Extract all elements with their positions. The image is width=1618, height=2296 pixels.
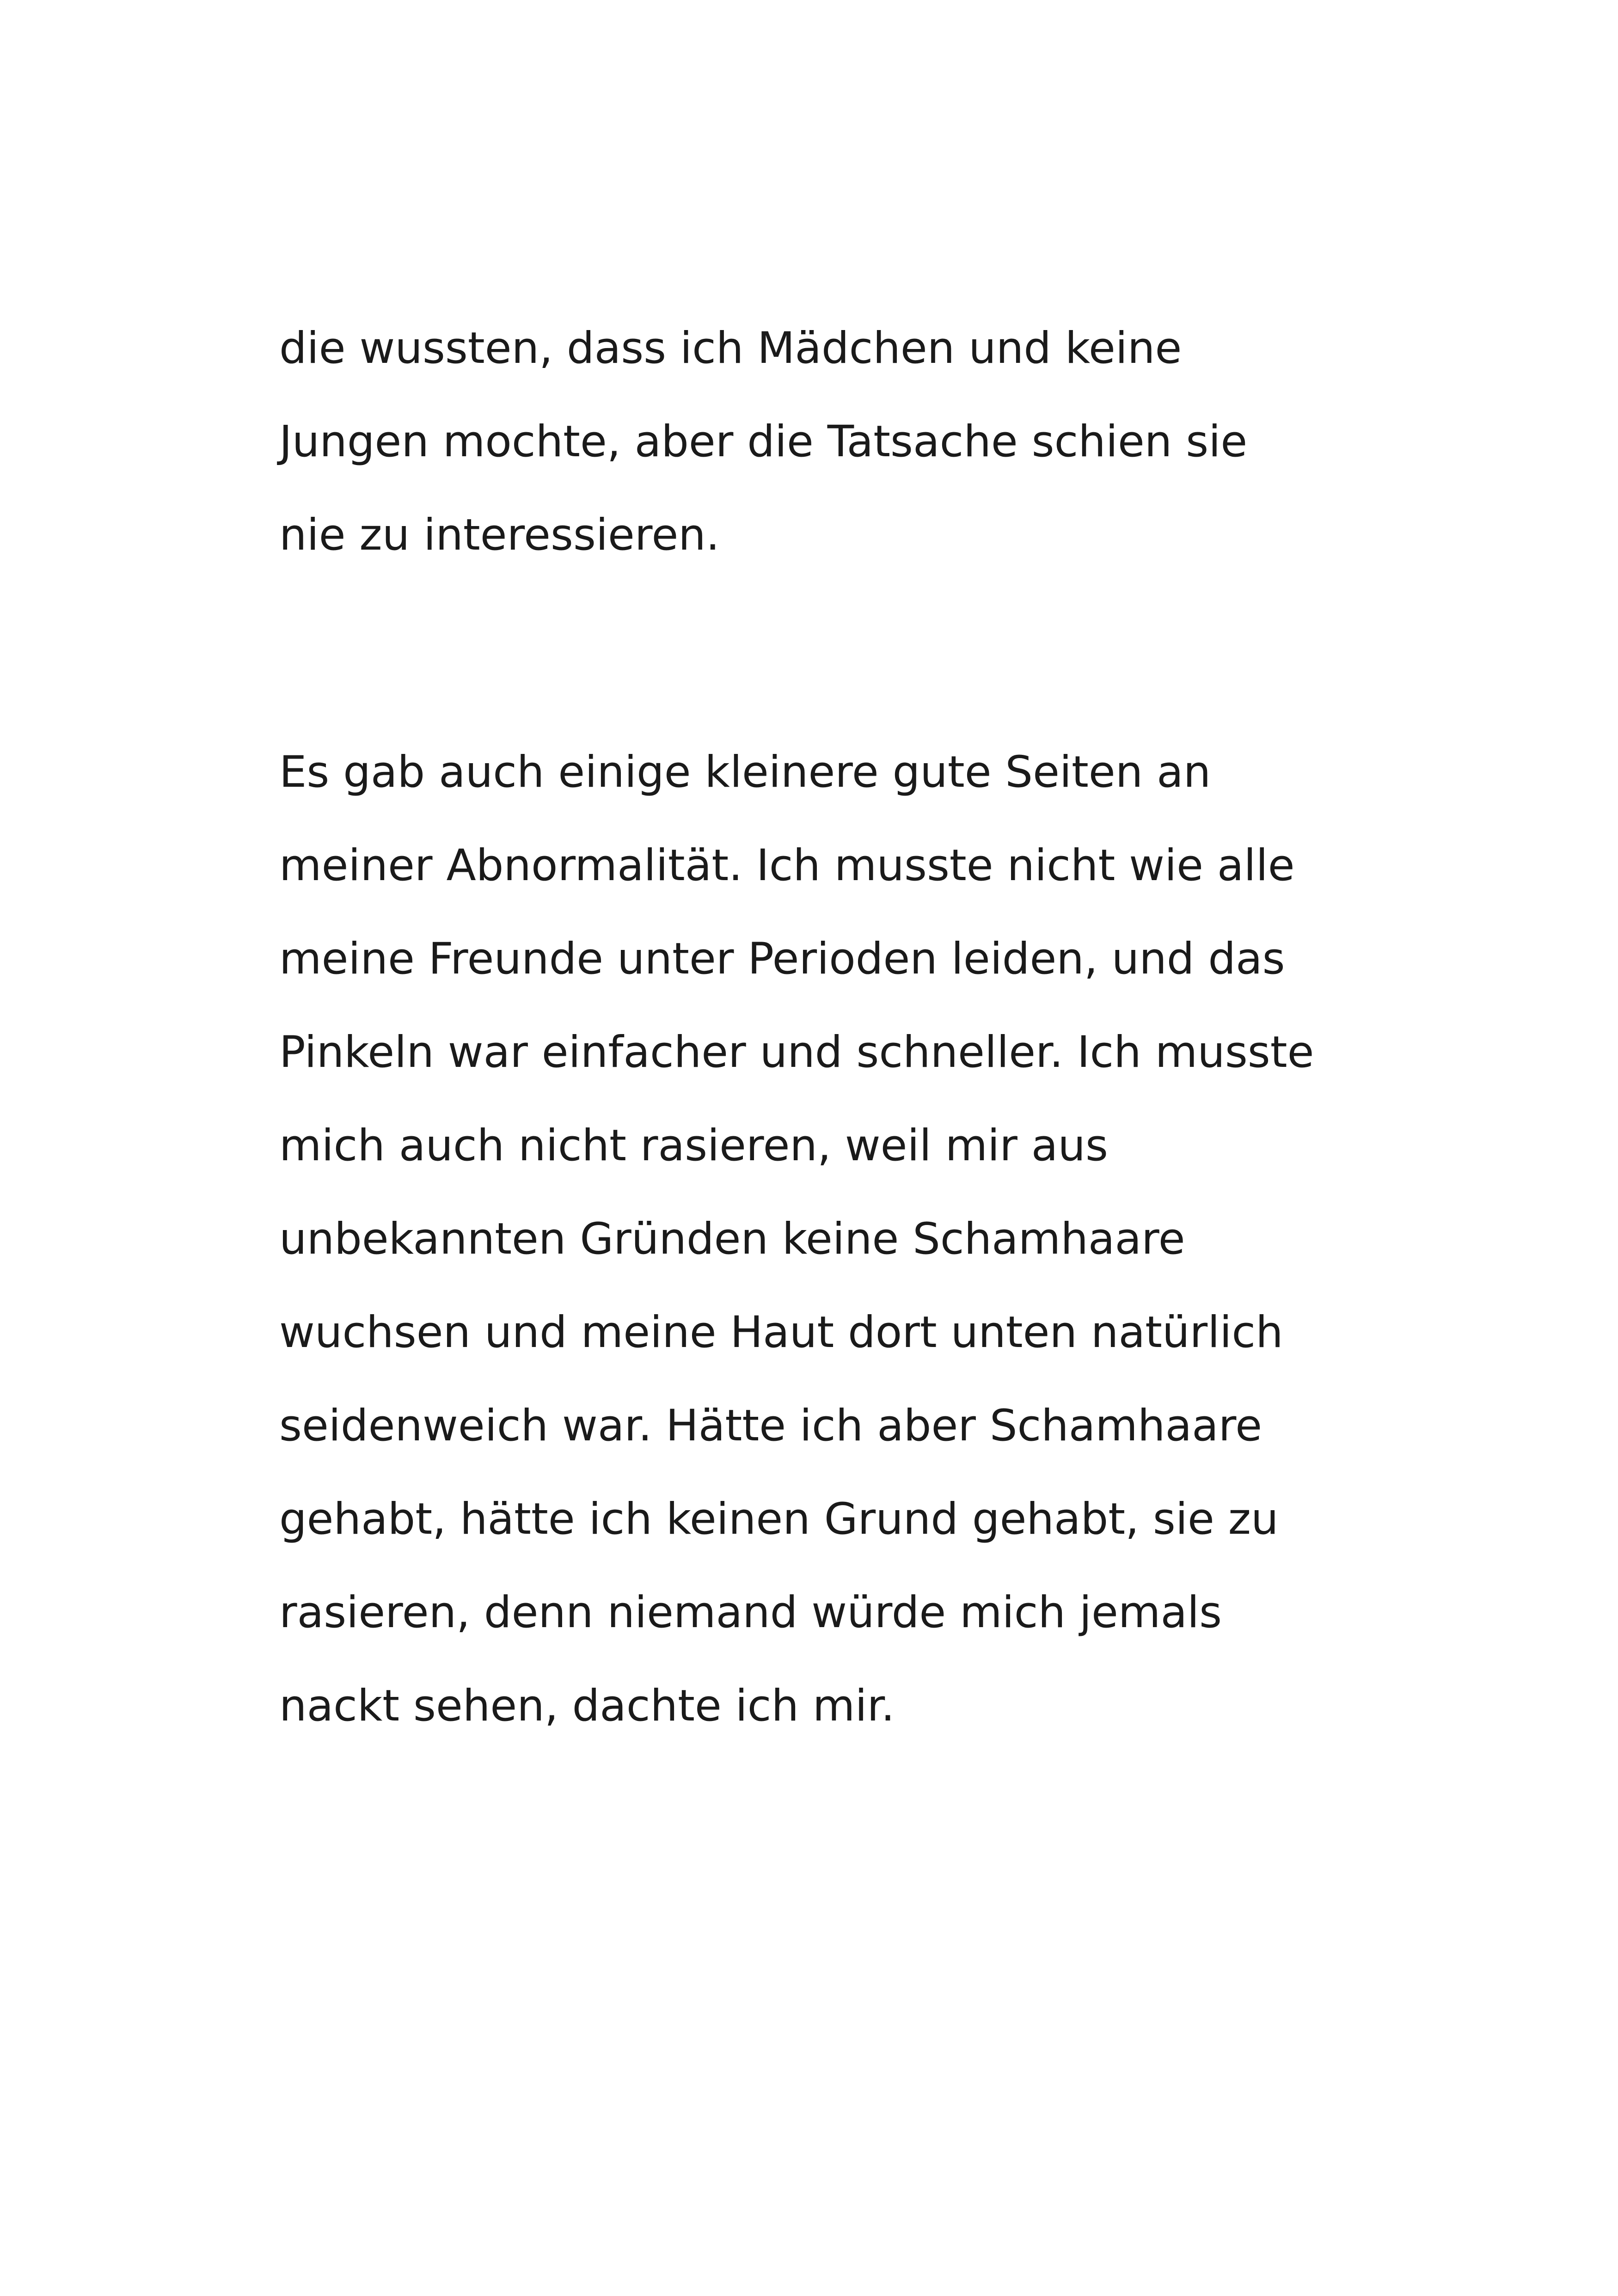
text-line: Es gab auch einige kleinere gute Seiten an (279, 747, 1211, 797)
text-line: wuchsen und meine Haut dort unten natürlich (279, 1307, 1283, 1358)
text-line: rasieren, denn niemand würde mich jemals (279, 1587, 1222, 1638)
text-line: mich auch nicht rasieren, weil mir aus (279, 1120, 1108, 1171)
text-line: unbekannten Gründen keine Schamhaare (279, 1214, 1185, 1264)
text-line: die wussten, dass ich Mädchen und keine (279, 323, 1182, 373)
paragraph-1 (279, 302, 1389, 582)
text-line: seidenweich war. Hätte ich aber Schamhaare (279, 1401, 1263, 1451)
text-line: gehabt, hätte ich keinen Grund gehabt, sie zu (279, 1494, 1279, 1544)
paragraph-2 (279, 726, 1389, 1753)
text-line: nie zu interessieren. (279, 510, 720, 560)
text-line: Jungen mochte, aber die Tatsache schien sie (279, 416, 1248, 467)
text-line: meiner Abnormalität. Ich musste nicht wie alle (279, 840, 1295, 891)
text-line: nackt sehen, dachte ich mir. (279, 1681, 895, 1731)
text-line: meine Freunde unter Perioden leiden, und das (279, 934, 1285, 984)
text-line: Pinkeln war einfacher und schneller. Ich musste (279, 1027, 1314, 1078)
